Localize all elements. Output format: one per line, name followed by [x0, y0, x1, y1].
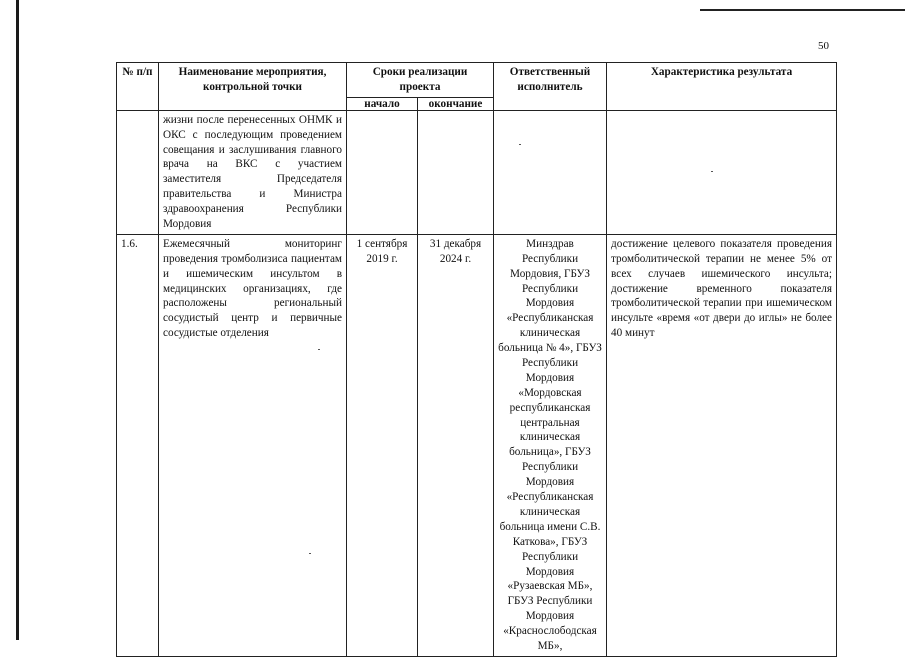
header-responsible: Ответственный исполнитель: [494, 63, 607, 111]
row-name: Ежемесячный мониторинг проведения тромболизиса пациентам и ишемическим инсультом в медицинских организациях, где расположены региональный сосудистый центр и первичные сосудистые отделения: [159, 234, 347, 656]
scan-speck: [318, 349, 320, 350]
header-period: Сроки реализации проекта: [347, 63, 494, 98]
header-end: окончание: [418, 97, 494, 110]
row-end: 31 декабря 2024 г.: [418, 234, 494, 656]
row-responsible: [494, 110, 607, 234]
row-end: [418, 110, 494, 234]
header-start: начало: [347, 97, 418, 110]
row-name: жизни после перенесенных ОНМК и ОКС с последующим проведением совещания и заслушивания главного врача на ВКС с участием заместителя Председателя правительства и Министра здравоохранения Республики Мордовия: [159, 110, 347, 234]
row-result: [607, 110, 837, 234]
header-num: № п/п: [117, 63, 159, 111]
table-row: [117, 110, 837, 234]
header-result: Характеристика результата: [607, 63, 837, 111]
row-num: 1.6.: [117, 234, 159, 656]
measures-table: [116, 62, 837, 657]
row-start: 1 сентября 2019 г.: [347, 234, 418, 656]
header-row: [117, 63, 837, 98]
row-start: [347, 110, 418, 234]
row-num: [117, 110, 159, 234]
scan-speck: [309, 553, 311, 554]
header-name: Наименование мероприятия, контрольной точки: [159, 63, 347, 111]
scan-speck: [519, 144, 521, 145]
table-row: [117, 234, 837, 656]
scan-edge-top: [700, 9, 905, 11]
scan-speck: [711, 171, 713, 172]
row-result: достижение целевого показателя проведения тромболитической терапии не менее 5% от всех случаев ишемического инсульта; достижение временного показателя тромболитической терапии при ишемическом инсульте «время «от двери до иглы» не более 40 минут: [607, 234, 837, 656]
row-responsible: Минздрав Республики Мордовия, ГБУЗ Республики Мордовия «Республиканская клиническая больница № 4», ГБУЗ Республики Мордовия «Мордовская республиканская центральная клиническая больница», ГБУЗ Республики Мордовия «Республиканская клиническая больница имени С.В. Каткова», ГБУЗ Республики Мордовия «Рузаевская МБ», ГБУЗ Республики Мордовия «Краснослободская МБ»,: [494, 234, 607, 656]
page-number: 50: [818, 40, 829, 52]
scan-edge-left: [16, 0, 19, 640]
